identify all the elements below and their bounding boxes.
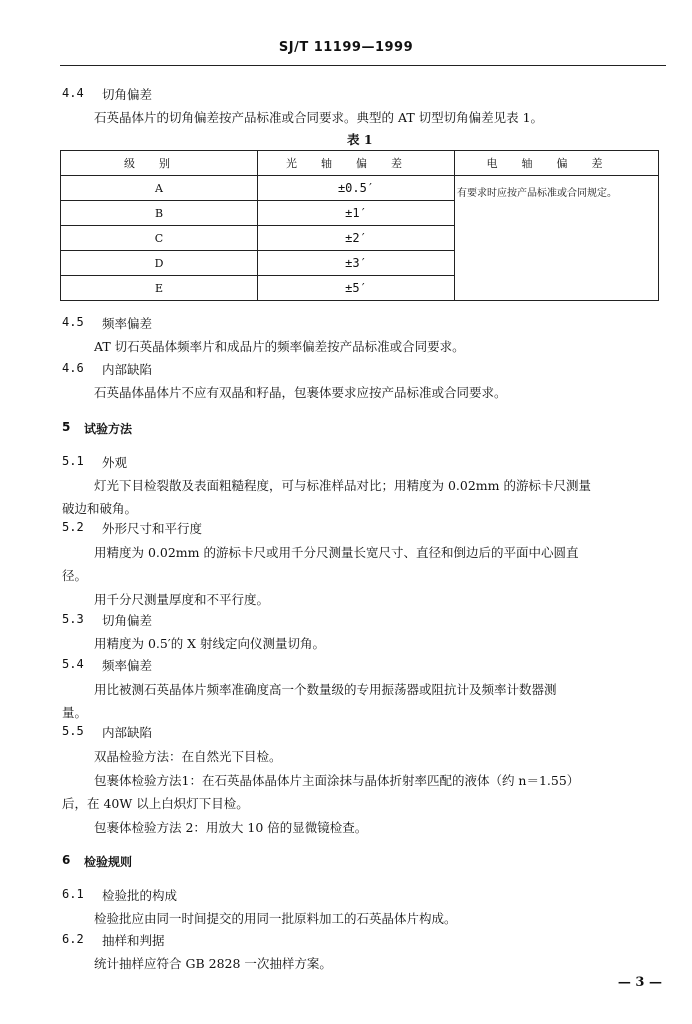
s52-num: 5.2	[62, 520, 84, 534]
s53-title: 切角偏差	[102, 613, 153, 628]
s55-num: 5.5	[62, 724, 84, 738]
s53-paragraph: 用精度为 0.5′的 X 射线定向仪测量切角。	[94, 636, 326, 651]
grade-cell: C	[61, 226, 258, 251]
s52-line3: 用千分尺测量厚度和不平行度。	[94, 592, 270, 607]
s54-num: 5.4	[62, 657, 84, 671]
s44-num: 4.4	[62, 86, 84, 100]
page-number: — 3 —	[617, 975, 662, 990]
s61-title: 检验批的构成	[102, 888, 178, 903]
s62-title: 抽样和判据	[102, 933, 165, 948]
s53-num: 5.3	[62, 612, 84, 626]
standard-code: SJ/T 11199—1999	[278, 40, 414, 55]
s55-title: 内部缺陷	[102, 725, 153, 740]
s54-line1: 用比被测石英晶体片频率准确度高一个数量级的专用振荡器或阻抗计及频率计数器测	[94, 682, 557, 697]
grade-cell: E	[61, 276, 258, 301]
s44-title: 切角偏差	[102, 87, 153, 102]
s51-line1: 灯光下目检裂散及表面粗糙程度，可与标准样品对比；用精度为 0.02mm 的游标卡尺测量	[94, 478, 591, 493]
col-grade-header: 级别	[61, 151, 258, 176]
s55-line2: 包裹体检验方法1：在石英晶体晶体片主面涂抹与晶体折射率匹配的液体（约 n＝1.55）	[94, 773, 580, 788]
grade-cell: A	[61, 176, 258, 201]
table-caption: 表 1	[347, 132, 373, 147]
s54-line2: 量。	[62, 705, 88, 720]
dev-cell: ±5′	[258, 276, 455, 301]
s52-title: 外形尺寸和平行度	[102, 521, 203, 536]
s52-line2: 径。	[62, 568, 88, 583]
grade-cell: B	[61, 201, 258, 226]
s51-line2: 破边和破角。	[62, 501, 138, 516]
s55-line4: 包裹体检验方法 2：用放大 10 倍的显微镜检查。	[94, 820, 368, 835]
s44-paragraph: 石英晶体片的切角偏差按产品标准或合同要求。典型的 AT 切型切角偏差见表 1。	[94, 110, 544, 125]
s46-paragraph: 石英晶体晶体片不应有双晶和籽晶，包裹体要求应按产品标准或合同要求。	[94, 385, 507, 400]
dev-cell: ±0.5′	[258, 176, 455, 201]
s61-num: 6.1	[62, 887, 84, 901]
s55-line1: 双晶检验方法：在自然光下目检。	[94, 749, 282, 764]
dev-cell: ±1′	[258, 201, 455, 226]
s46-title: 内部缺陷	[102, 362, 153, 377]
header-rule	[60, 65, 666, 66]
s55-line3: 后，在 40W 以上白炽灯下目检。	[62, 796, 249, 811]
remark-cell: 有要求时应按产品标准或合同规定。	[455, 176, 659, 301]
s45-title: 频率偏差	[102, 316, 153, 331]
s61-paragraph: 检验批应由同一时间提交的用同一批原料加工的石英晶体片构成。	[94, 911, 457, 926]
s51-num: 5.1	[62, 454, 84, 468]
s62-paragraph: 统计抽样应符合 GB 2828 一次抽样方案。	[94, 956, 332, 971]
s5-title: 试验方法	[84, 422, 133, 436]
s5-num: 5	[62, 420, 71, 434]
s54-title: 频率偏差	[102, 658, 153, 673]
dev-cell: ±2′	[258, 226, 455, 251]
s45-num: 4.5	[62, 315, 84, 329]
s46-num: 4.6	[62, 361, 84, 375]
deviation-table	[60, 150, 659, 301]
col-electric-axis-header: 电轴偏差	[455, 151, 659, 176]
dev-cell: ±3′	[258, 251, 455, 276]
s62-num: 6.2	[62, 932, 84, 946]
s6-num: 6	[62, 853, 71, 867]
s52-line1: 用精度为 0.02mm 的游标卡尺或用千分尺测量长宽尺寸、直径和倒边后的平面中心圆直	[94, 545, 579, 560]
s6-title: 检验规则	[84, 855, 133, 869]
grade-cell: D	[61, 251, 258, 276]
s51-title: 外观	[102, 455, 128, 470]
s45-paragraph: AT 切石英晶体频率片和成品片的频率偏差按产品标准或合同要求。	[94, 339, 465, 354]
col-optic-axis-header: 光轴偏差	[258, 151, 455, 176]
